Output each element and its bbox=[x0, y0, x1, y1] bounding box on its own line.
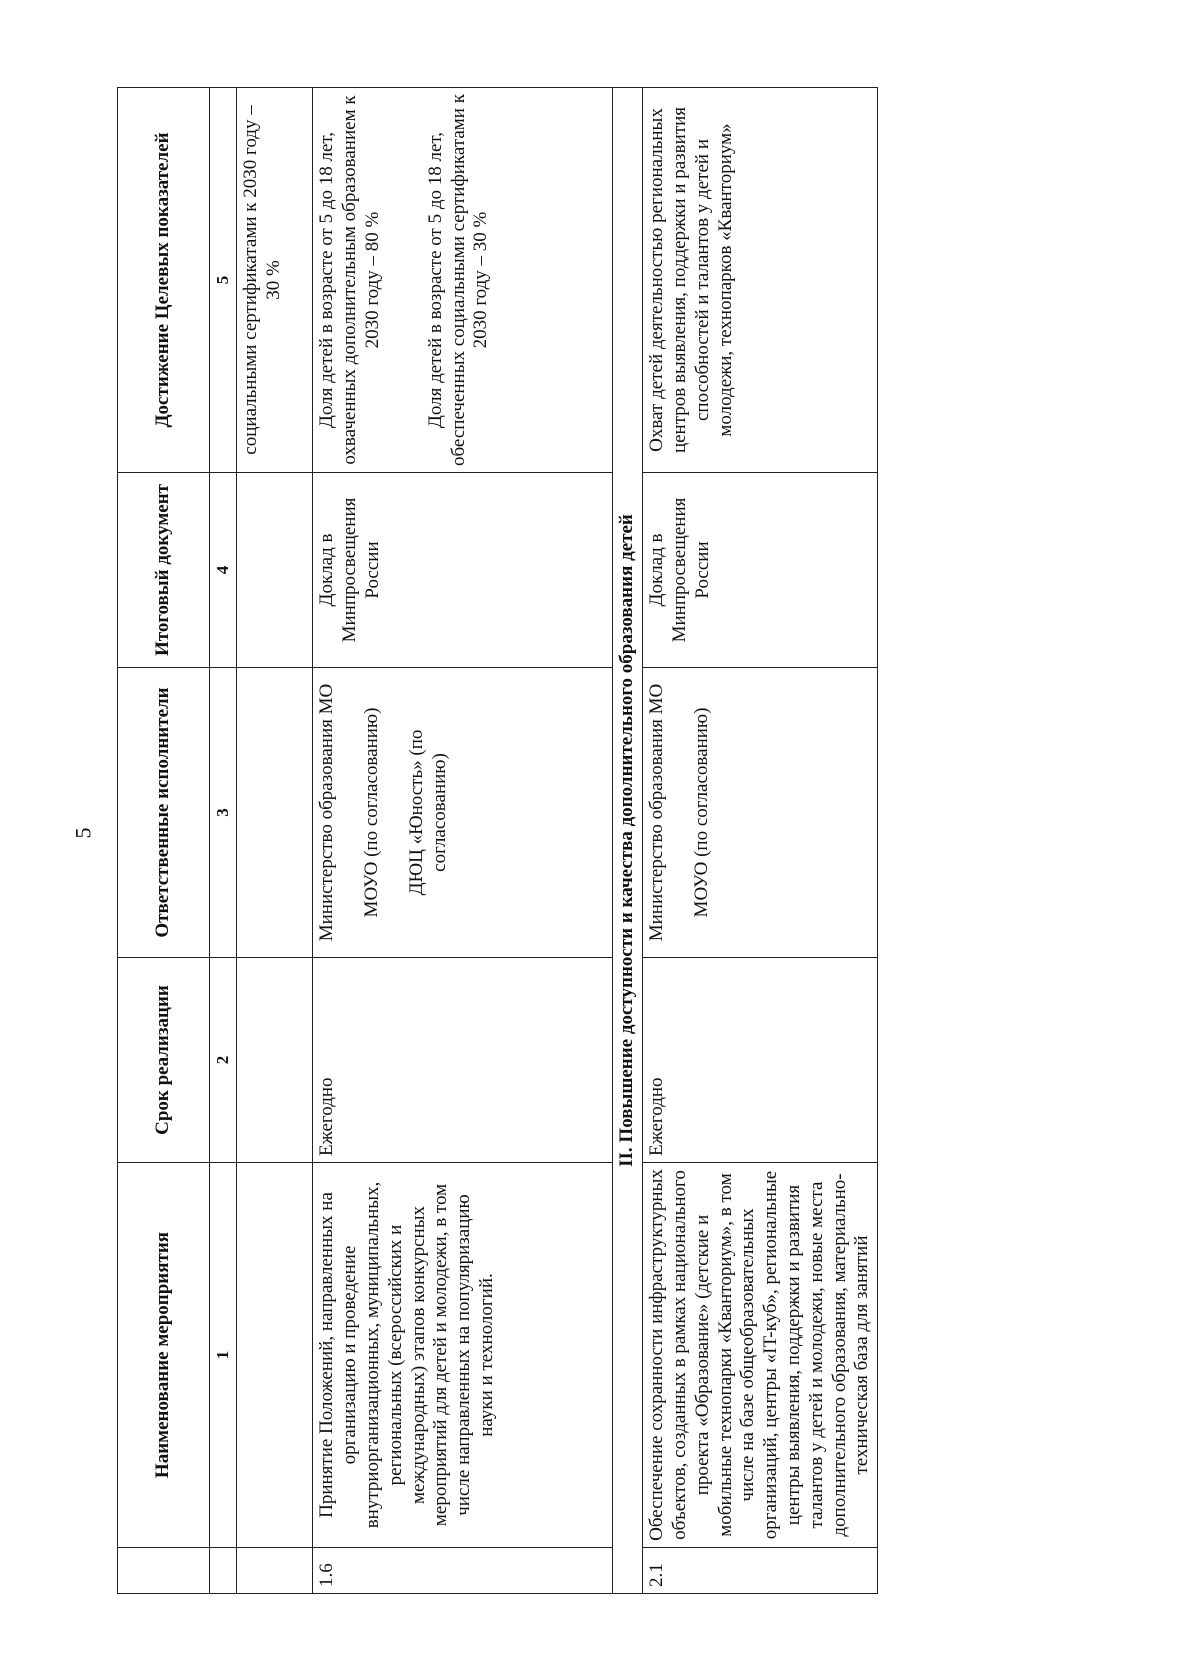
colnum-3: 3 bbox=[210, 668, 237, 958]
colnum-4: 4 bbox=[210, 473, 237, 668]
header-name: Наименование мероприятия bbox=[118, 1163, 210, 1548]
row-number: 1.6 bbox=[313, 1548, 613, 1594]
action-name: Обеспечение сохранности инфраструктурных объектов, созданных в рамках национального проекта «Образование» (детские и мобильные технопарки «Кванториум», в том числе на базе общеобразовательных организаций, центры «IT-куб», региональные центры выявления, поддержки и развития талантов у детей и молодежи, новые места дополнительного образования, материально-техническая база для занятий bbox=[643, 1163, 878, 1548]
header-term: Срок реализации bbox=[118, 958, 210, 1163]
action-document: Доклад в Минпросвещения России bbox=[643, 473, 878, 668]
executor-ministry: Министерство образования МО bbox=[316, 683, 338, 942]
rotated-table-sheet bbox=[117, 88, 873, 1594]
section-title: II. Повышение доступности и качества дополнительного образования детей bbox=[613, 88, 643, 1594]
executor-mouo: МОУО (по согласованию) bbox=[690, 707, 712, 918]
table-row-1-6 bbox=[313, 88, 613, 1594]
colnum-5: 5 bbox=[210, 88, 237, 473]
executor-ministry: Министерство образования МО bbox=[646, 683, 668, 942]
colnum-0 bbox=[210, 1548, 237, 1594]
header-row bbox=[118, 88, 210, 1594]
executor-mouo: МОУО (по согласованию) bbox=[361, 707, 383, 918]
target-coverage: Доля детей в возрасте от 5 до 18 лет, охваченных дополнительным образованием к 2030 году – 80 % bbox=[316, 95, 383, 465]
action-executors bbox=[313, 668, 613, 958]
header-num bbox=[118, 1548, 210, 1594]
header-executors: Ответственные исполнители bbox=[118, 668, 210, 958]
action-targets bbox=[313, 88, 613, 473]
action-plan-table bbox=[117, 87, 878, 1594]
action-term: Ежегодно bbox=[643, 958, 878, 1163]
target-certificates: Доля детей в возрасте от 5 до 18 лет, обеспеченных социальными сертификатами к 2030 году – 30 % bbox=[424, 94, 492, 466]
header-document: Итоговый документ bbox=[118, 473, 210, 668]
action-term: Ежегодно bbox=[313, 958, 613, 1163]
action-executors bbox=[643, 668, 878, 958]
colnum-2: 2 bbox=[210, 958, 237, 1163]
table-row-2-1 bbox=[643, 88, 878, 1594]
continuation-row bbox=[237, 88, 313, 1594]
action-targets: Охват детей деятельностью региональных центров выявления, поддержки и развития способностей и талантов у детей и молодежи, технопарков «Кванториум» bbox=[643, 88, 878, 473]
column-numbers-row bbox=[210, 88, 237, 1594]
row-number: 2.1 bbox=[643, 1548, 878, 1594]
continuation-target: социальными сертификатами к 2030 году – 30 % bbox=[237, 88, 313, 473]
colnum-1: 1 bbox=[210, 1163, 237, 1548]
page-number: 5 bbox=[70, 827, 96, 839]
action-document: Доклад в Минпросвещения России bbox=[313, 473, 613, 668]
executor-dyuts: ДЮЦ «Юность» (по согласованию) bbox=[405, 729, 450, 896]
section-row bbox=[613, 88, 643, 1594]
action-name: Принятие Положений, направленных на организацию и проведение внутриорганизационных, муниципальных, региональных (всероссийских и международных) этапов конкурсных мероприятий для детей и молодежи, в том числе направленных на популяризацию науки и технологий. bbox=[313, 1163, 613, 1548]
header-targets: Достижение Целевых показателей bbox=[118, 88, 210, 473]
